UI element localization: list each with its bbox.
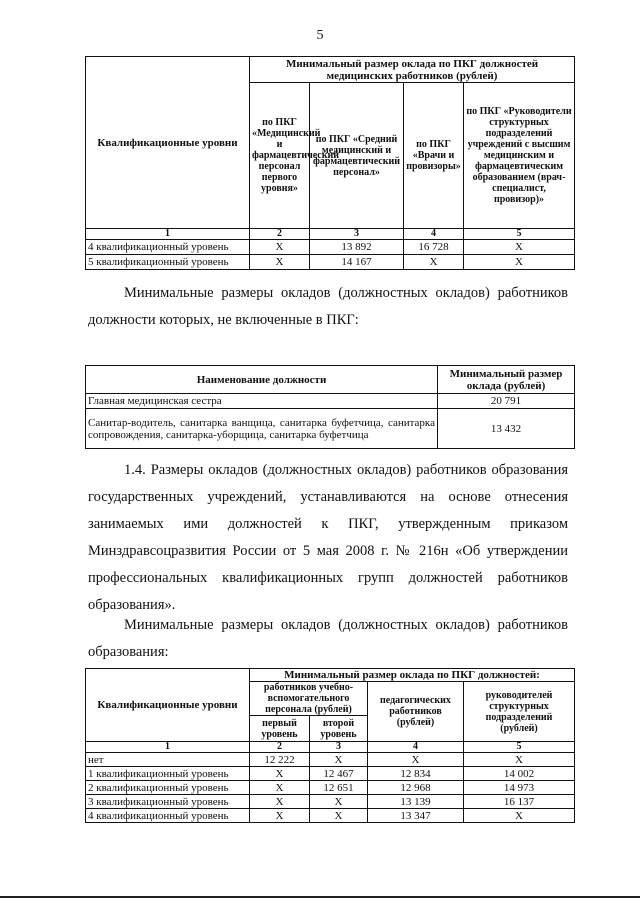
- table-row: [86, 795, 575, 809]
- table-row: [86, 753, 575, 767]
- col-number: 2: [250, 229, 310, 240]
- value-cell: Х: [250, 809, 310, 823]
- value-cell: Х: [310, 809, 368, 823]
- col-number: 4: [368, 742, 464, 753]
- value-cell: 12 651: [310, 781, 368, 795]
- medical-salary-table: [85, 56, 575, 270]
- value-cell: Х: [310, 753, 368, 767]
- value-cell: Х: [250, 795, 310, 809]
- value-cell: Х: [250, 240, 310, 255]
- paragraph-education: 1.4. Размеры окладов (должностных окладов) работников образования государственных учреждений, устанавливаются на основе отнесения занимаемых ими должностей к ПКГ, утвержденным приказом Минздравсоцразвития России от 5 мая 2008 г. № 216н «Об утверждении профессиональных квалификационных групп должностей работников образования».: [88, 462, 568, 613]
- value-cell: Х: [464, 809, 575, 823]
- salary-cell: 13 432: [438, 409, 575, 449]
- paragraph-education-salaries: Минимальные размеры окладов (должностных окладов) работников образования:: [88, 617, 568, 660]
- value-cell: 13 347: [368, 809, 464, 823]
- col-number: 5: [464, 742, 575, 753]
- col-number: 2: [250, 742, 310, 753]
- value-cell: 13 139: [368, 795, 464, 809]
- level-cell: 3 квалификационный уровень: [86, 795, 250, 809]
- value-cell: Х: [368, 753, 464, 767]
- value-cell: Х: [250, 781, 310, 795]
- col-number: 1: [86, 742, 250, 753]
- value-cell: Х: [464, 753, 575, 767]
- heads-header: руководителей структурных подразделений (рублей): [464, 682, 575, 742]
- qualification-levels-header: Квалификационные уровни: [86, 57, 250, 229]
- level-cell: 5 квалификационный уровень: [86, 255, 250, 270]
- value-cell: 12 222: [250, 753, 310, 767]
- col-number: 1: [86, 229, 250, 240]
- table-row: [86, 240, 575, 255]
- paragraph-nonpkg: Минимальные размеры окладов (должностных окладов) работников должности которых, не включенные в ПКГ:: [88, 285, 568, 328]
- value-cell: Х: [464, 240, 575, 255]
- level-cell: нет: [86, 753, 250, 767]
- position-name-header: Наименование должности: [86, 366, 438, 394]
- education-salary-table: [85, 668, 575, 823]
- aux-first-level-header: первый уровень: [250, 716, 310, 742]
- page-bottom-edge: [0, 896, 640, 898]
- value-cell: Х: [250, 255, 310, 270]
- aux-staff-header: работников учебно-вспомогательного персонала (рублей): [250, 682, 368, 716]
- pedagogical-header: педагогических работников (рублей): [368, 682, 464, 742]
- col-number: 5: [464, 229, 575, 240]
- col-header-doctors: по ПКГ «Врачи и провизоры»: [404, 83, 464, 229]
- aux-second-level-header: второй уровень: [310, 716, 368, 742]
- table-row: [86, 767, 575, 781]
- qualification-levels-header: Квалификационные уровни: [86, 669, 250, 742]
- position-name-cell: Главная медицинская сестра: [86, 394, 438, 409]
- level-cell: 2 квалификационный уровень: [86, 781, 250, 795]
- value-cell: 16 728: [404, 240, 464, 255]
- level-cell: 4 квалификационный уровень: [86, 809, 250, 823]
- table-row: [86, 394, 575, 409]
- col-number: 3: [310, 229, 404, 240]
- col-header-middle-staff: по ПКГ «Средний медицинский и фармацевтический персонал»: [310, 83, 404, 229]
- col-header-heads: по ПКГ «Руководители структурных подразделений учреждений с высшим медицинским и фармацевтическим образованием (врач-специалист, провизор)»: [464, 83, 575, 229]
- level-cell: 1 квалификационный уровень: [86, 767, 250, 781]
- col-number: 3: [310, 742, 368, 753]
- min-salary-header: Минимальный размер оклада (рублей): [438, 366, 575, 394]
- value-cell: 13 892: [310, 240, 404, 255]
- col-header-first-level: по ПКГ «Медицинский и фармацевтический персонал первого уровня»: [250, 83, 310, 229]
- value-cell: 14 973: [464, 781, 575, 795]
- table-row: [86, 781, 575, 795]
- education-group-header: Минимальный размер оклада по ПКГ должностей:: [250, 669, 575, 682]
- page-number: 5: [316, 28, 324, 43]
- non-pkg-salary-table: [85, 365, 575, 449]
- value-cell: 14 167: [310, 255, 404, 270]
- medical-group-header: Минимальный размер оклада по ПКГ должностей медицинских работников (рублей): [250, 57, 575, 83]
- table-row: [86, 809, 575, 823]
- value-cell: Х: [404, 255, 464, 270]
- table-row: [86, 409, 575, 449]
- value-cell: Х: [250, 767, 310, 781]
- col-number: 4: [404, 229, 464, 240]
- value-cell: 12 834: [368, 767, 464, 781]
- position-name-cell: Санитар-водитель, санитарка ванщица, санитарка буфетчица, санитарка сопровождения, санитарка-уборщица, санитарка буфетчица: [86, 409, 438, 449]
- value-cell: 12 968: [368, 781, 464, 795]
- value-cell: 16 137: [464, 795, 575, 809]
- value-cell: Х: [310, 795, 368, 809]
- salary-cell: 20 791: [438, 394, 575, 409]
- value-cell: 12 467: [310, 767, 368, 781]
- table-row: [86, 255, 575, 270]
- level-cell: 4 квалификационный уровень: [86, 240, 250, 255]
- value-cell: 14 002: [464, 767, 575, 781]
- value-cell: Х: [464, 255, 575, 270]
